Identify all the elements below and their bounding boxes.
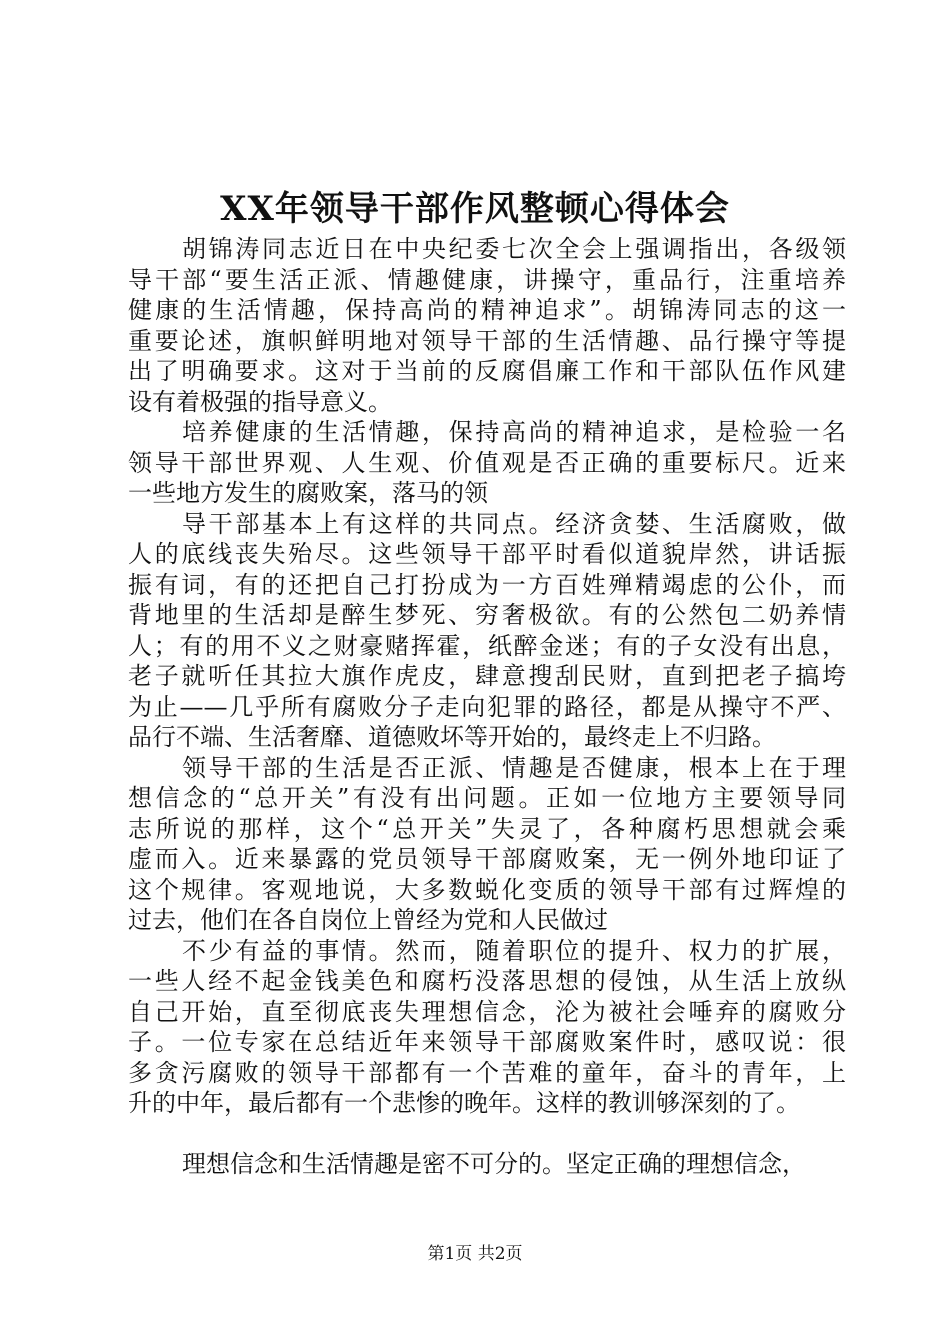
paragraph-gap — [128, 1119, 846, 1149]
text-line: 一些地方发生的腐败案，落马的领 — [128, 479, 488, 507]
page-title: XX年领导干部作风整顿心得体会 — [220, 189, 730, 229]
text-line: 人的底线丧失殆尽。这些领导干部平时看似道貌岸然，讲话振 — [128, 540, 846, 568]
text-line: 培养健康的生活情趣，保持高尚的精神追求，是检验一名 — [182, 418, 846, 446]
text-line: 领导干部的生活是否正派、情趣是否健康，根本上在于理 — [182, 753, 846, 782]
text-line: 过去，他们在各自岗位上曾经为党和人民做过 — [128, 906, 608, 934]
text-line: 虚而入。近来暴露的党员领导干部腐败案，无一例外地印证了 — [128, 845, 846, 873]
text-line: 志所说的那样，这个“总开关”失灵了，各种腐朽思想就会乘 — [128, 814, 846, 843]
text-line: 这个规律。客观地说，大多数蜕化变质的领导干部有过辉煌的 — [128, 875, 846, 904]
text-line: 重要论述，旗帜鲜明地对领导干部的生活情趣、品行操守等提 — [128, 326, 846, 355]
text-line: 出了明确要求。这对于当前的反腐倡廉工作和干部队伍作风建 — [128, 357, 846, 385]
text-line: 品行不端、生活奢靡、道德败坏等开始的，最终走上不归路。 — [128, 723, 776, 751]
document-body — [128, 234, 846, 1179]
text-line: 导干部“要生活正派、情趣健康，讲操守，重品行，注重培养 — [128, 265, 846, 294]
text-line: 想信念的“总开关”有没有出问题。正如一位地方主要领导同 — [128, 784, 846, 812]
text-line: 设有着极强的指导意义。 — [128, 387, 392, 416]
text-line: 理想信念和生活情趣是密不可分的。坚定正确的理想信念， — [182, 1149, 806, 1178]
text-line: 多贪污腐败的领导干部都有一个苦难的童年，奋斗的青年，上 — [128, 1058, 846, 1087]
text-line: 背地里的生活却是醉生梦死、穷奢极欲。有的公然包二奶养情 — [128, 601, 846, 629]
text-line: 领导干部世界观、人生观、价值观是否正确的重要标尺。近来 — [128, 448, 846, 477]
text-line: 不少有益的事情。然而，随着职位的提升、权力的扩展， — [182, 936, 846, 965]
text-line: 胡锦涛同志近日在中央纪委七次全会上强调指出，各级领 — [182, 235, 846, 263]
text-line: 为止——几乎所有腐败分子走向犯罪的路径，都是从操守不严、 — [128, 692, 846, 721]
text-line: 老子就听任其拉大旗作虎皮，肆意搜刮民财，直到把老子搞垮 — [128, 662, 846, 690]
text-line: 人；有的用不义之财豪赌挥霍，纸醉金迷；有的子女没有出息， — [128, 631, 846, 660]
text-line: 升的中年，最后都有一个悲惨的晚年。这样的教训够深刻的了。 — [128, 1089, 800, 1117]
page-number: 第1页 共2页 — [427, 1244, 523, 1264]
text-line: 自己开始，直至彻底丧失理想信念，沦为被社会唾弃的腐败分 — [128, 997, 846, 1026]
text-line: 子。一位专家在总结近年来领导干部腐败案件时，感叹说：很 — [128, 1028, 846, 1056]
text-line: 导干部基本上有这样的共同点。经济贪婪、生活腐败，做 — [182, 509, 846, 538]
text-line: 振有词，有的还把自己打扮成为一方百姓殚精竭虑的公仆，而 — [128, 570, 846, 599]
text-line: 一些人经不起金钱美色和腐朽没落思想的侵蚀，从生活上放纵 — [128, 967, 846, 995]
text-line: 健康的生活情趣，保持高尚的精神追求”。胡锦涛同志的这一 — [128, 296, 846, 324]
